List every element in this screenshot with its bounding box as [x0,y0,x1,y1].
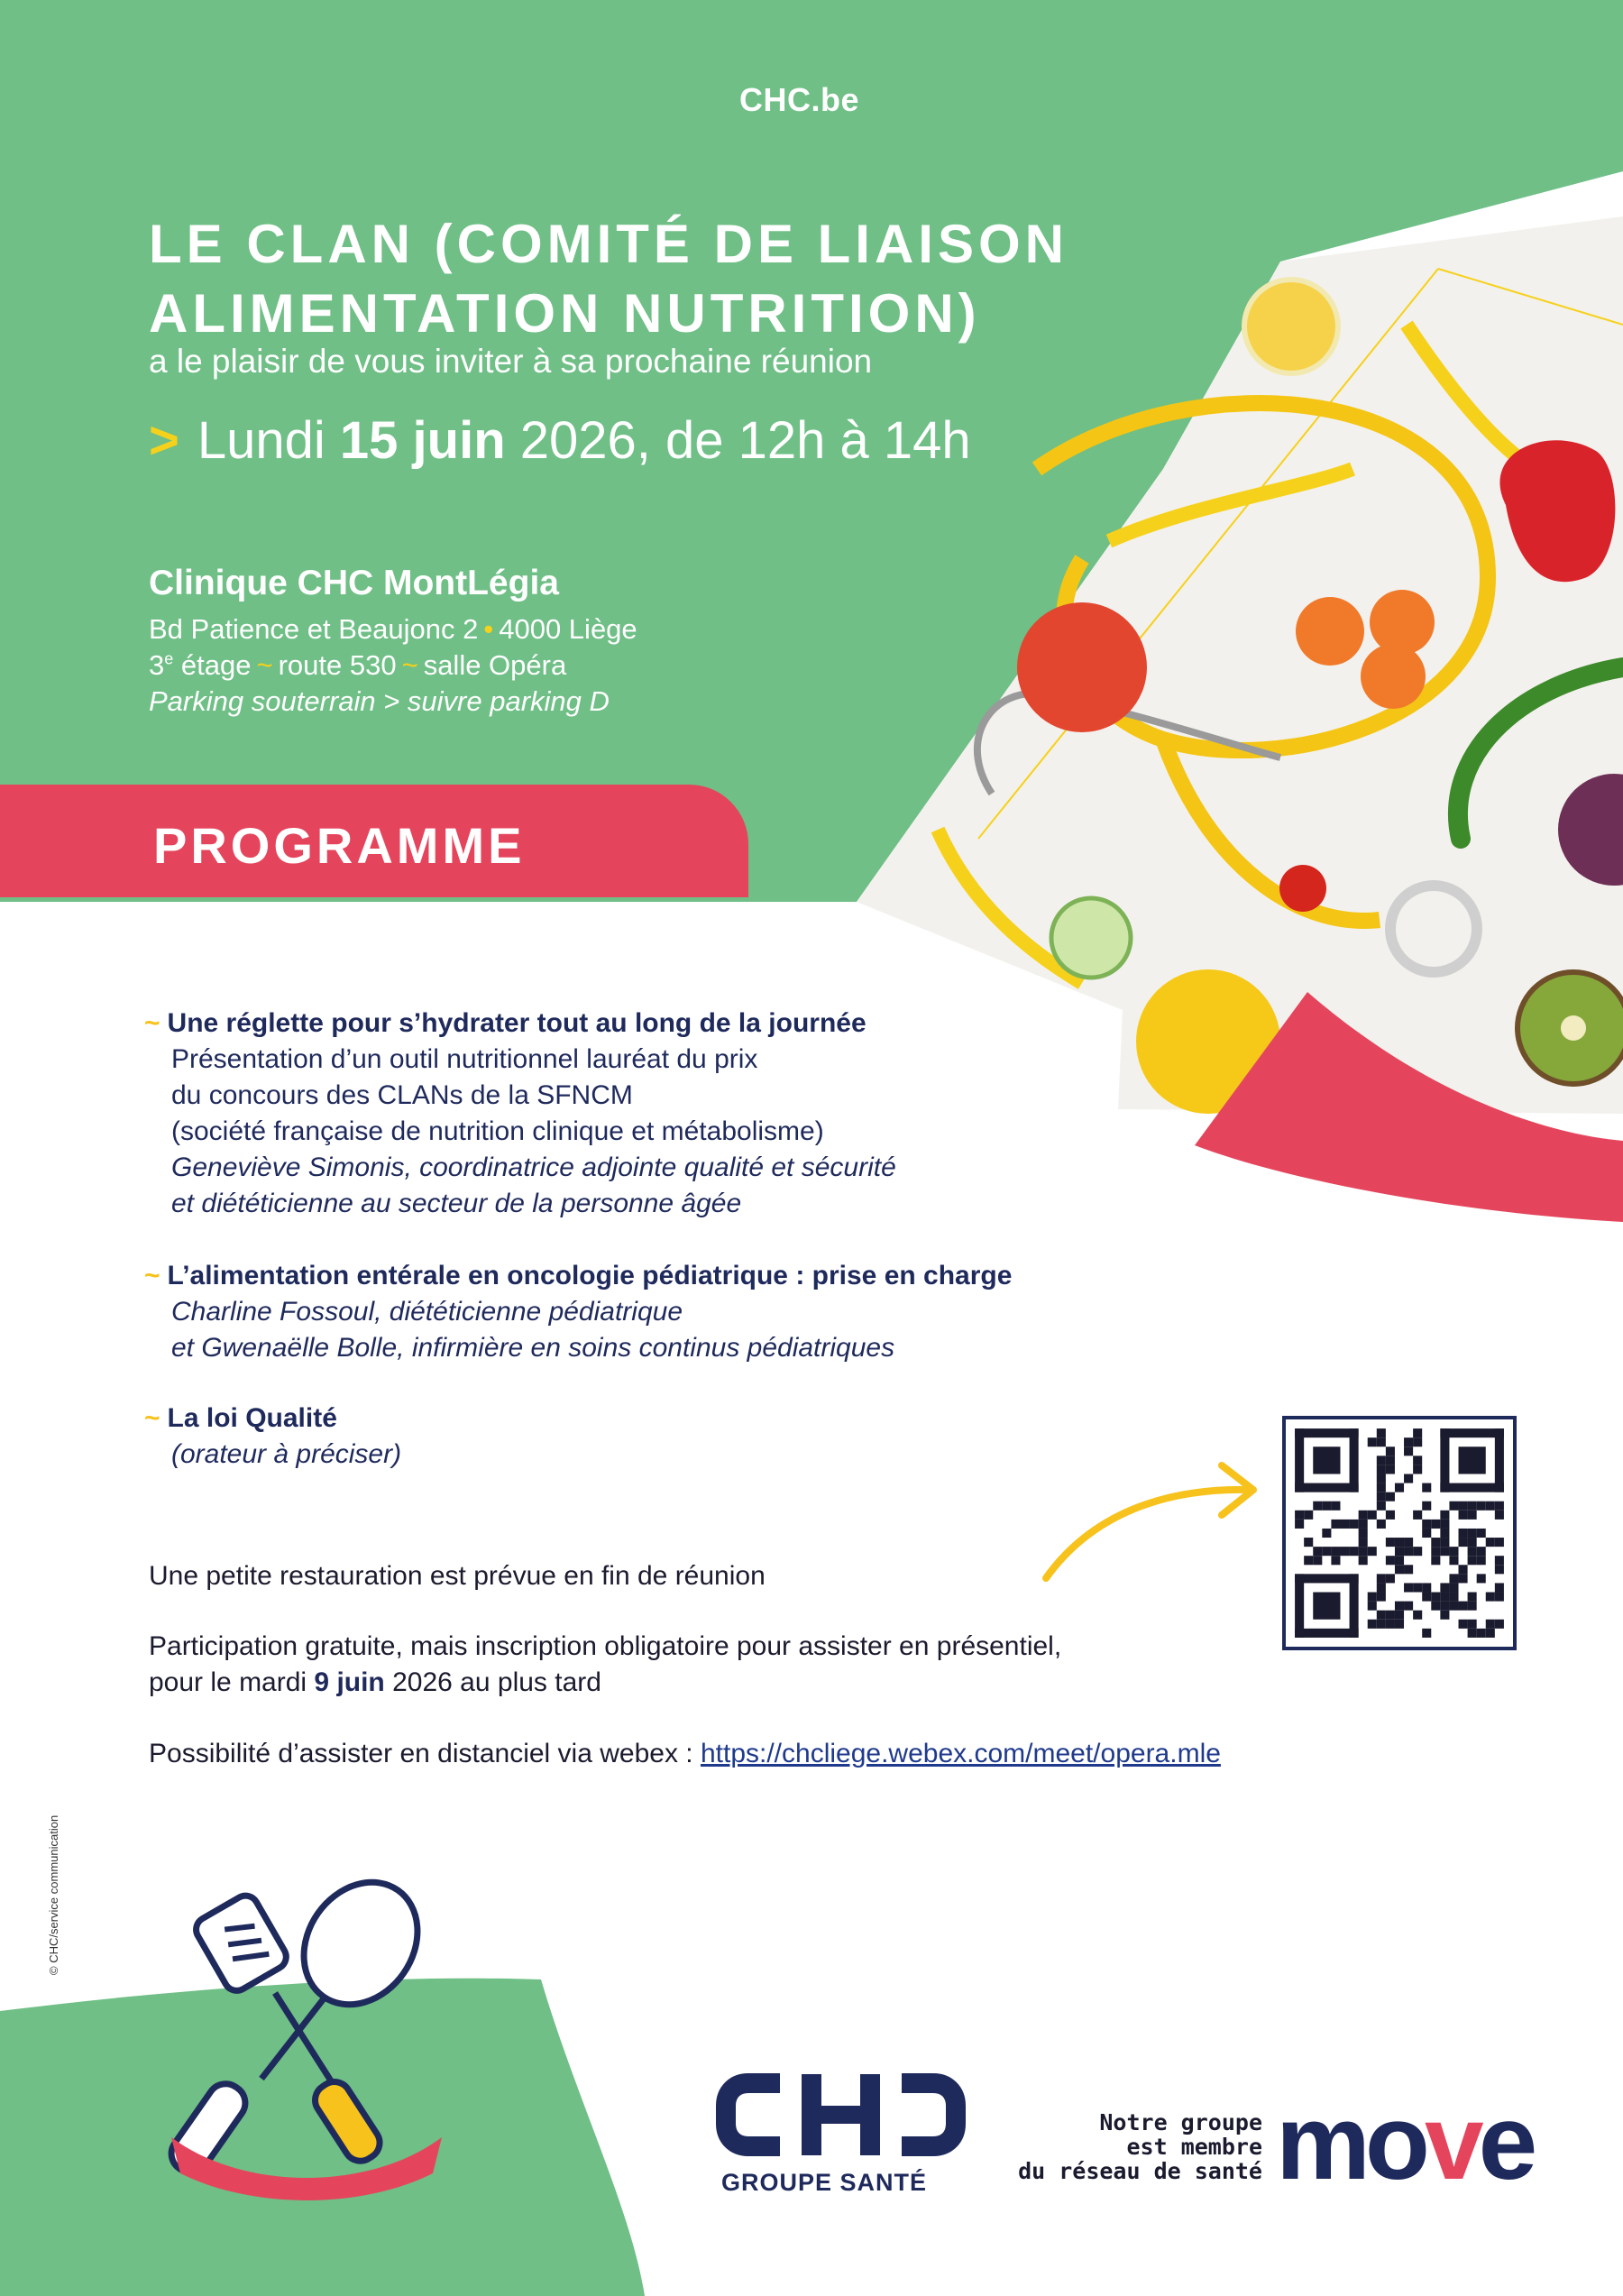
chevron-icon: > [149,411,179,470]
item-speaker: et diététicienne au secteur de la personne âgée [171,1189,742,1218]
network-line-1: Notre groupe [1099,2109,1262,2135]
address-separator: • [483,613,494,645]
venue-address [149,613,637,646]
chc-subtitle: GROUPE SANTÉ [721,2169,928,2196]
event-date [149,410,971,471]
item-line: Présentation d’un outil nutritionnel lauréat du prix [171,1044,758,1074]
item-line: (société française de nutrition clinique et métabolisme) [171,1116,824,1146]
invitation-subtitle: a le plaisir de vous inviter à sa prochaine réunion [149,343,873,380]
venue-name: Clinique CHC MontLégia [149,564,559,602]
network-membership [1010,2110,1262,2183]
floor-number: 3 [149,649,165,681]
route-separator-1: ~ [256,649,273,681]
route: route 530 [278,649,397,681]
move-logo [1276,2081,1532,2204]
date-bold: 15 juin [339,411,506,470]
move-logo-v: v [1425,2083,1479,2202]
arrow-icon [1037,1452,1271,1587]
registration-suffix: 2026 au plus tard [392,1667,601,1697]
site-url[interactable]: CHC.be [739,81,860,118]
room: salle Opéra [423,649,567,681]
item-speaker: (orateur à préciser) [171,1439,402,1469]
move-logo-e: e [1478,2083,1533,2202]
programme-heading: PROGRAMME [153,817,526,874]
remote-prefix: Possibilité d’assister en distanciel via webex : [149,1739,693,1768]
parking-info: Parking souterrain > suivre parking D [149,685,610,717]
item-title: Une réglette pour s’hydrater tout au long de la journée [167,1008,867,1038]
event-title [149,209,1141,348]
address: Bd Patience et Beaujonc 2 [149,613,479,645]
route-separator-2: ~ [401,649,418,681]
move-logo-mo: mo [1276,2083,1425,2202]
catering-note: Une petite restauration est prévue en fin de réunion [149,1561,766,1591]
qr-code-icon[interactable] [1282,1416,1517,1650]
tilde-marker: ~ [144,1403,160,1433]
smile-icon [162,2119,451,2209]
date-suffix: 2026, de 12h à 14h [519,411,971,470]
photo-credit: © CHC/service communication [47,1814,60,1975]
registration-line-1: Participation gratuite, mais inscription obligatoire pour assister en présentiel, [149,1631,1062,1661]
title-line-2: ALIMENTATION NUTRITION) [149,283,981,344]
item-title: L’alimentation entérale en oncologie pédiatrique : prise en charge [167,1261,1013,1290]
programme-item [144,1401,1181,1473]
chc-logo [712,2065,974,2164]
floor-word: étage [180,649,252,681]
registration-prefix: pour le mardi [149,1667,307,1697]
qr-code-pattern [1286,1419,1513,1647]
item-speaker: et Gwenaëlle Bolle, infirmière en soins continus pédiatriques [171,1333,895,1363]
title-line-1: LE CLAN (COMITÉ DE LIAISON [149,214,1068,274]
registration-date: 9 juin [314,1667,385,1697]
registration-note [149,1629,1231,1701]
network-line-2: est membre [1126,2134,1262,2160]
webex-link[interactable]: https://chcliege.webex.com/meet/opera.mle [700,1739,1221,1768]
tilde-marker: ~ [144,1261,160,1290]
programme-item [144,1258,1181,1366]
item-line: du concours des CLANs de la SFNCM [171,1080,633,1110]
remote-note [149,1736,1231,1772]
item-title: La loi Qualité [167,1403,337,1433]
floor-sup: e [164,649,174,668]
city: 4000 Liège [499,613,637,645]
item-speaker: Charline Fossoul, diététicienne pédiatrique [171,1297,683,1327]
registration-line-2 [149,1665,1231,1701]
tilde-marker: ~ [144,1008,160,1038]
network-line-3: du réseau de santé [1018,2158,1262,2184]
item-speaker: Geneviève Simonis, coordinatrice adjointe qualité et sécurité [171,1153,896,1182]
date-prefix: Lundi [197,411,326,470]
venue-floor [149,649,566,682]
programme-item [144,1006,1181,1222]
